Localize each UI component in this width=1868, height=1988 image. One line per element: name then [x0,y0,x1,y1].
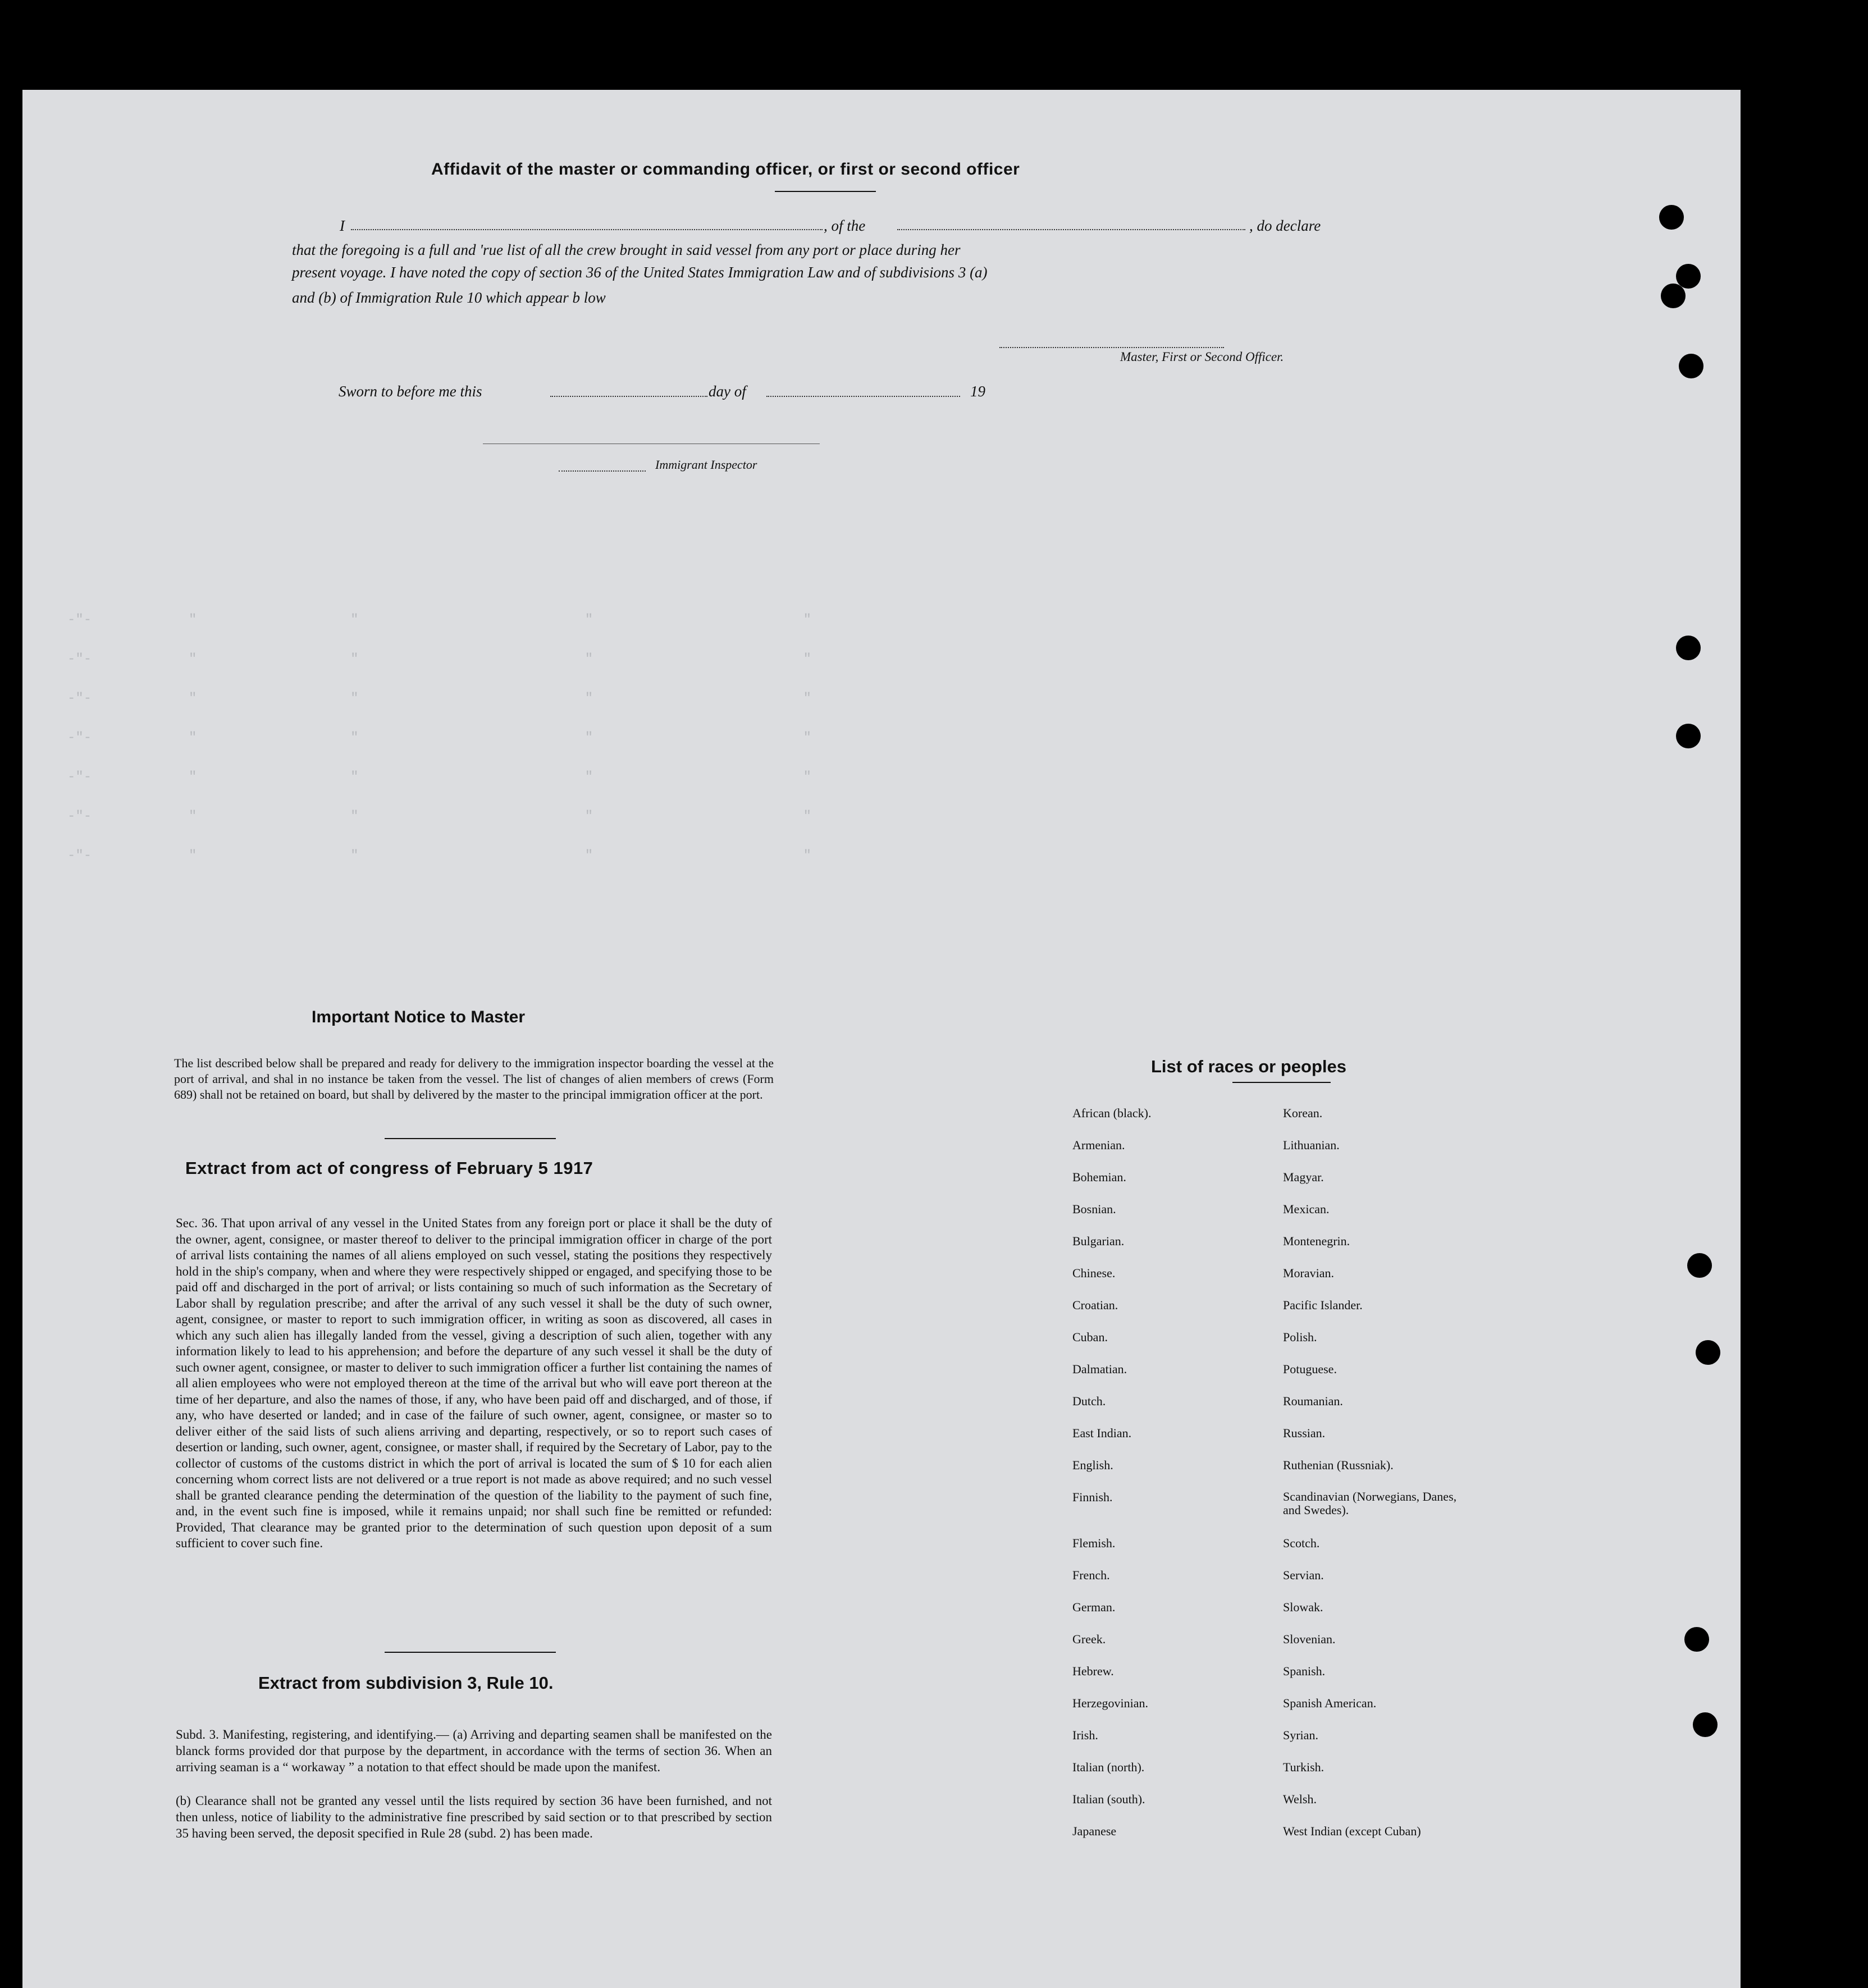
race-item: Scandinavian (Norwegians, Danes, and Swedes). [1283,1489,1457,1517]
master-signature-field[interactable] [999,347,1224,348]
affidavit-of-the: , of the [824,217,866,234]
master-label: Master, First or Second Officer. [1120,350,1284,364]
race-item: German. [1072,1600,1116,1614]
divider [1232,1082,1331,1083]
race-item: Bulgarian. [1072,1234,1125,1248]
race-item: Irish. [1072,1728,1098,1742]
punch-hole [1684,1627,1709,1652]
race-item: Dutch. [1072,1394,1106,1408]
races-title: List of races or peoples [1151,1057,1346,1076]
rule-text-a: Subd. 3. Manifesting, registering, and identifying.— (a) Arriving and departing seamen shall be manifested on the blanck forms provided dor that purpose by the department, in accordance with the terms of section 36. When an arriving seaman is a “ workaway ” a notation to that effect should be made upon the manifest. [176,1727,772,1774]
notice-title: Important Notice to Master [312,1008,526,1026]
punch-hole [1661,284,1686,308]
race-item: East Indian. [1072,1426,1132,1440]
race-item: Ruthenian (Russniak). [1283,1458,1394,1472]
race-item: Roumanian. [1283,1394,1343,1408]
race-item: Lithuanian. [1283,1138,1340,1152]
sworn-label: Sworn to before me this [339,383,482,400]
race-item: Finnish. [1072,1490,1113,1504]
race-item: Montenegrin. [1283,1234,1350,1248]
race-item: Dalmatian. [1072,1362,1127,1376]
race-item: Bosnian. [1072,1202,1116,1216]
rule-title: Extract from subdivision 3, Rule 10. [258,1673,554,1693]
punch-hole [1676,724,1701,748]
notice-text: The list described below shall be prepared and ready for delivery to the immigration inspector boarding the vessel at the port of arrival, and shal in no instance be taken from the vessel. The list of changes of alien members of crews (Form 689) shall not be retained on board, but shall by delivered by the master to the principal immigration officer at the port. [174,1056,774,1102]
race-item: African (black). [1072,1106,1152,1120]
affidavit-line-4: and (b) of Immigration Rule 10 which appear b low [292,289,606,306]
punch-hole [1679,354,1703,378]
divider [775,191,876,192]
affidavit-do-declare: , do declare [1249,217,1321,234]
race-item: Slowak. [1283,1600,1323,1614]
document-page [22,90,1741,1988]
race-item: Spanish. [1283,1664,1326,1678]
name-field[interactable] [351,229,823,230]
race-item: Flemish. [1072,1536,1116,1550]
race-item: Russian. [1283,1426,1326,1440]
sworn-month-field[interactable] [766,396,960,397]
race-item: Pacific Islander. [1283,1298,1363,1312]
race-item: Scotch. [1283,1536,1320,1550]
race-item: English. [1072,1458,1113,1472]
divider [385,1652,556,1653]
rule-text-b: (b) Clearance shall not be granted any vessel until the lists required by section 36 have been furnished, and not then unless, notice of liability to the administrative fine prescribed by said section or to that prescribed by section 35 having been served, the deposit specified in Rule 28 (subd. 2) has been made. [176,1794,772,1840]
year-label: 19 [970,383,985,400]
race-item: Potuguese. [1283,1362,1337,1376]
divider [385,1138,556,1139]
race-item: Armenian. [1072,1138,1125,1152]
inspector-label: Immigrant Inspector [655,458,757,472]
race-item: Italian (north). [1072,1760,1145,1774]
day-of-label: day of [709,383,746,400]
sworn-day-field[interactable] [550,396,707,397]
punch-hole [1659,205,1684,230]
race-item: Chinese. [1072,1266,1116,1280]
race-item: Servian. [1283,1568,1324,1582]
affidavit-line-3: present voyage. I have noted the copy of section 36 of the United States Immigration Law and of subdivisions 3 (a) [292,264,988,281]
race-item: Cuban. [1072,1330,1108,1344]
race-item: Polish. [1283,1330,1317,1344]
race-item: Herzegovinian. [1072,1696,1148,1710]
race-item: Moravian. [1283,1266,1335,1280]
affidavit-i: I [340,217,345,234]
race-item: Italian (south). [1072,1792,1145,1806]
race-item: Mexican. [1283,1202,1330,1216]
act-text: Sec. 36. That upon arrival of any vessel in the United States from any foreign port or place it shall be the duty of the owner, agent, consignee, or master thereof to deliver to the principal immigration officer in charge of the port of arrival lists containing the names of all aliens employed on such vessel, stating the positions they respectively hold in the ship's company, when and where they were respectively shipped or engaged, and specifying those to be paid off and discharged in the port of arrival; or lists containing so much of such information as the Secretary of Labor shall by regulation prescribe; and after the arrival of any such vessel it shall be the duty of such owner, agent, consignee, or master to report to such immigration officer, in writing as soon as discovered, all cases in which any such alien has illegally landed from the vessel, giving a description of such alien, together with any information likely to lead to his apprehension; and before the departure of any such vessel it shall be the duty of such owner agent, consignee, or master to deliver to such immigration officer a further list containing the names of all alien employees who were not employed thereon at the time of the arrival but who will eave port thereon at the time of her departure, and also the names of those, if any, who have been paid off and discharged, and of those, if any, who have deserted or landed; and in case of the failure of such owner, agent, consignee, or master so to deliver either of the said lists of such aliens arriving and departing, respectively, or so to report such cases of desertion or landing, such owner, agent, consignee, or master shall, if required by the Secretary of Labor, pay to the collector of customs of the customs district in which the port of arrival is located the sum of $ 10 for each alien concerning whom correct lists are not delivered or a true report is not made as above required; and no such vessel shall be granted clearance pending the determination of the question of the liability to the payment of such fine, and, in the event such fine is imposed, while it remains unpaid; nor shall such fine be remitted or refunded: Provided, That clearance may be granted prior to the determination of such question upon deposit of a sum sufficient to cover such fine. [176,1216,772,1550]
race-item: Greek. [1072,1632,1106,1646]
affidavit-title: Affidavit of the master or commanding officer, or first or second officer [431,160,1020,179]
race-item: West Indian (except Cuban) [1283,1824,1421,1838]
race-item: French. [1072,1568,1110,1582]
punch-hole [1693,1712,1718,1737]
affidavit-line-2: that the foregoing is a full and 'rue list of all the crew brought in said vessel from any port or place during her [292,241,961,258]
race-item: Hebrew. [1072,1664,1114,1678]
inspector-field[interactable] [559,470,646,472]
race-item: Spanish American. [1283,1696,1377,1710]
punch-hole [1687,1253,1712,1278]
race-item: Welsh. [1283,1792,1317,1806]
vessel-field[interactable] [897,229,1245,230]
race-item: Korean. [1283,1106,1323,1120]
punch-hole [1676,636,1701,660]
bleed-through-text: -"- " " " " -"- " " " " -"- " " " " -"- " " " " -"- " " " " -"- " " " " -"- " " " " [67,613,812,863]
race-item: Slovenian. [1283,1632,1336,1646]
race-item: Turkish. [1283,1760,1325,1774]
race-item: Japanese [1072,1824,1117,1838]
punch-hole [1696,1340,1720,1365]
act-title: Extract from act of congress of February 5 1917 [185,1158,593,1178]
race-item: Bohemian. [1072,1170,1126,1184]
race-item: Croatian. [1072,1298,1118,1312]
race-item: Magyar. [1283,1170,1324,1184]
race-item: Syrian. [1283,1728,1318,1742]
